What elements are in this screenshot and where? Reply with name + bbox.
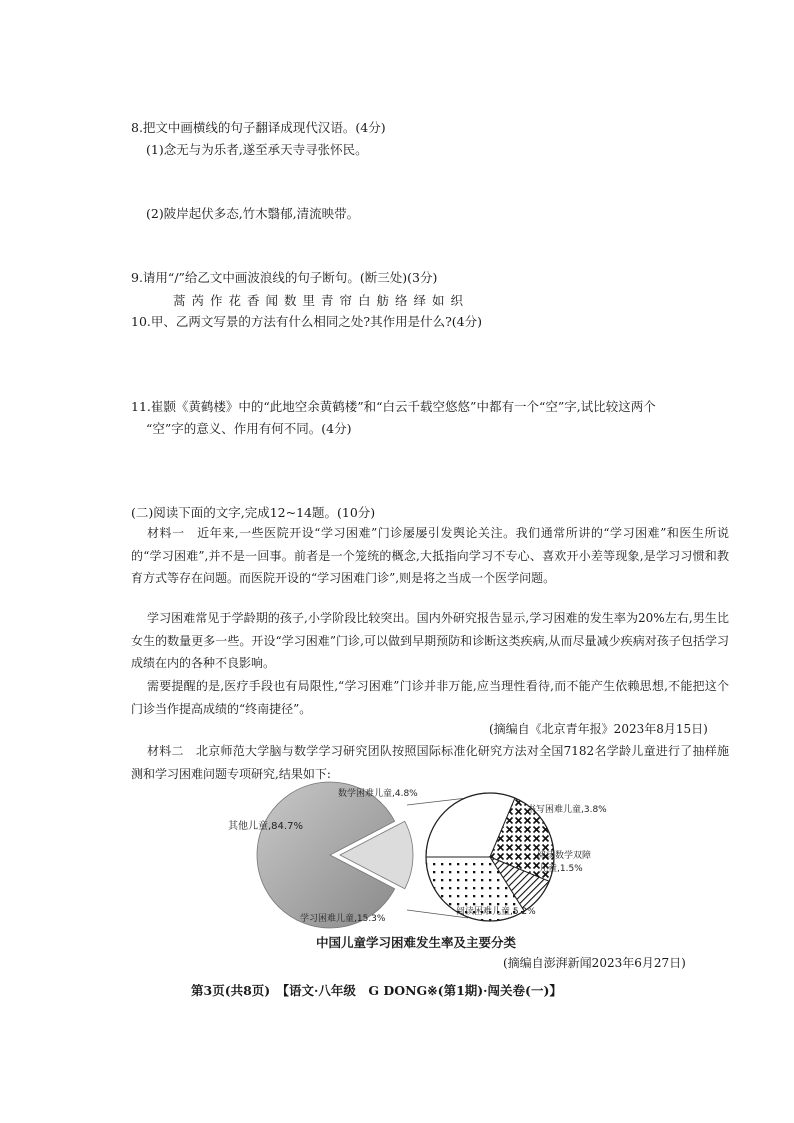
material1-paragraph2-text: 学习困难常见于学龄期的孩子,小学阶段比较突出。国内外研究报告显示,学习困难的发生率为20%左右,男生比女生的数量更多一些。开设“学习困难”门诊,可以做到早期预防和诊断这类疾病,从而尽量减少疾病对孩子包括学习成绩在内的各种不良影响。 (131, 611, 729, 670)
label-dual-difficulty-line2: 儿童,1.5% (539, 864, 583, 874)
q9-chars: 蒿芮作花香闻数里青帘白舫络绎如织 (173, 293, 470, 308)
label-dual-difficulty-line1: 阅读数学双障 (537, 851, 592, 861)
q10-title: 10.甲、乙两文写景的方法有什么相同之处?其作用是什么?(4分) (131, 314, 482, 329)
page-footer: 第3页(共8页) 【语文·八年级 G DONG※(第1期)·闯关卷(一)】 (191, 983, 562, 998)
q9-title: 9.请用“/”给乙文中画波浪线的句子断句。(断三处)(3分) (131, 270, 438, 285)
material1-paragraph3-text: 需要提醒的是,医疗手段也有局限性,“学习困难”门诊并非万能,应当理性看待,而不能产生依赖思想,不能把这个门诊当作提高成绩的“终南捷径”。 (131, 679, 729, 716)
q8-sentence-1: (1)念无与为乐者,遂至承天寺寻张怀民。 (146, 142, 368, 157)
q11-line2: “空”字的意义、作用有何不同。(4分) (146, 421, 352, 436)
q11-line1: 11.崔颢《黄鹤楼》中的“此地空余黄鹤楼”和“白云千载空悠悠”中都有一个“空”字,试比较这两个 (131, 399, 656, 414)
chart-source: (摘编自澎湃新闻2023年6月27日) (503, 956, 686, 970)
q8-sentence-2: (2)陂岸起伏多态,竹木翳郁,清流映带。 (146, 206, 360, 221)
material1-paragraph1 (131, 522, 729, 590)
material2-paragraph1-text: 材料二 北京师范大学脑与数学学习研究团队按照国际标准化研究方法对全国7182名学龄儿童进行了抽样施测和学习困难问题专项研究,结果如下: (131, 744, 729, 781)
material1-paragraph1-text: 材料一 近年来,一些医院开设“学习困难”门诊屡屡引发舆论关注。我们通常所讲的“学习困难”和医生所说的“学习困难”,并不是一回事。前者是一个笼统的概念,大抵指向学习不专心、喜欢开小差等现象,是学习习惯和教育方式等存在问题。而医院开设的“学习困难门诊”,则是将之当成一个医学问题。 (131, 526, 729, 585)
label-reading-difficulty: 阅读困难儿童,5.2% (456, 907, 536, 917)
label-learning-difficulty: 学习困难儿童,15.3% (300, 914, 386, 924)
label-writing-difficulty: 书写困难儿童,3.8% (527, 805, 607, 815)
q8-title: 8.把文中画横线的句子翻译成现代汉语。(4分) (131, 120, 386, 135)
material1-source: (摘编自《北京青年报》2023年8月15日) (489, 722, 708, 736)
material2-paragraph1 (131, 740, 729, 785)
material1-paragraph2 (131, 607, 729, 675)
chart-title: 中国儿童学习困难发生率及主要分类 (316, 935, 517, 950)
section2-heading: (二)阅读下面的文字,完成12~14题。(10分) (131, 505, 376, 520)
label-other-children: 其他儿童,84.7% (228, 821, 303, 832)
label-math-difficulty: 数学困难儿童,4.8% (338, 789, 418, 799)
material1-paragraph3 (131, 675, 729, 720)
pie-chart (190, 780, 640, 935)
